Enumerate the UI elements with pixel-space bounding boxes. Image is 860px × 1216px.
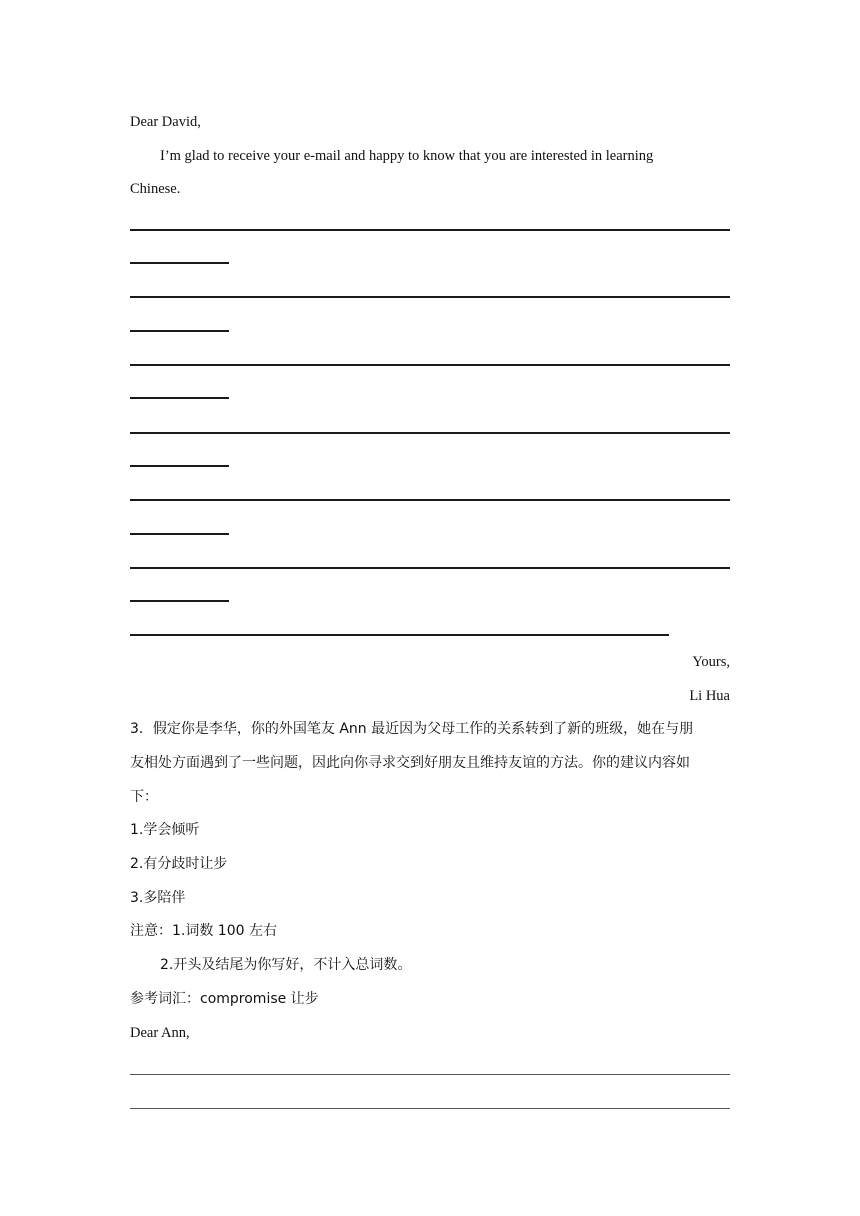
letter1-body-line2: Chinese.: [130, 181, 181, 197]
letter1-signature: Li Hua: [689, 688, 730, 704]
task3-point: 2.有分歧时让步: [130, 856, 228, 872]
writing-line-short[interactable]: [130, 533, 229, 535]
task3-notes-line1: 注意：1.词数 100 左右: [130, 923, 277, 939]
writing-line-final[interactable]: [130, 634, 669, 636]
writing-line-short[interactable]: [130, 397, 229, 399]
writing-line-full[interactable]: [130, 432, 730, 434]
task3-point: 3.多陪伴: [130, 890, 186, 906]
writing-line-full[interactable]: [130, 567, 730, 569]
writing-line-full[interactable]: [130, 296, 730, 298]
writing-line-short[interactable]: [130, 465, 229, 467]
task3-prompt-line3: 下：: [130, 789, 158, 805]
task3-prompt-line1: 3．假定你是李华，你的外国笔友 Ann 最近因为父母工作的关系转到了新的班级，她在与朋: [130, 721, 694, 737]
writing-line-full[interactable]: [130, 229, 730, 231]
task3-vocab: 参考词汇：compromise 让步: [130, 991, 319, 1007]
writing-line-short[interactable]: [130, 262, 229, 264]
writing-line-full[interactable]: [130, 1074, 730, 1075]
writing-line-short[interactable]: [130, 600, 229, 602]
letter1-closing: Yours,: [692, 654, 730, 670]
task3-prompt-line2: 友相处方面遇到了一些问题，因此向你寻求交到好朋友且维持友谊的方法。你的建议内容如: [130, 755, 690, 771]
task3-salutation: Dear Ann,: [130, 1025, 190, 1041]
writing-line-full[interactable]: [130, 499, 730, 501]
writing-line-full[interactable]: [130, 364, 730, 366]
writing-line-short[interactable]: [130, 330, 229, 332]
writing-line-full[interactable]: [130, 1108, 730, 1109]
letter1-salutation: Dear David,: [130, 114, 201, 130]
letter1-body-line1: I’m glad to receive your e-mail and happy to know that you are interested in learning: [160, 148, 654, 164]
task3-point: 1.学会倾听: [130, 822, 200, 838]
task3-notes-line2: 2.开头及结尾为你写好，不计入总词数。: [160, 957, 412, 973]
